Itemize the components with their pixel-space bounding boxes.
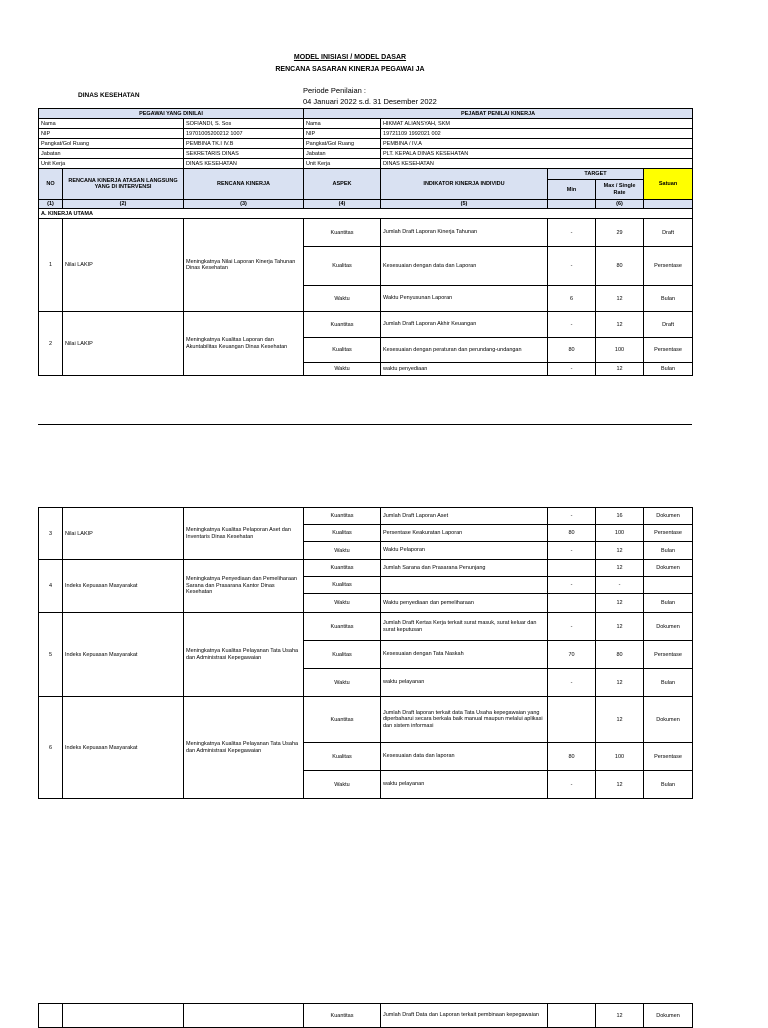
row-satuan: Bulan bbox=[644, 594, 693, 613]
row-satuan: Persentase bbox=[644, 525, 693, 542]
col-rencana-header: RENCANA KINERJA bbox=[184, 169, 304, 200]
pejabat-label: NIP bbox=[304, 129, 381, 139]
pegawai-label: NIP bbox=[39, 129, 184, 139]
row-indikator: Waktu Pelaporan bbox=[381, 542, 548, 560]
row-indikator: Jumlah Draft Laporan Kinerja Tahunan bbox=[381, 219, 548, 247]
row-indikator: waktu pelayanan bbox=[381, 771, 548, 799]
table-row bbox=[39, 508, 693, 525]
pegawai-label: Pangkat/Gol Ruang bbox=[39, 139, 184, 149]
row-aspek: Kuantitas bbox=[304, 508, 381, 525]
item-atasan: Nilai LAKIP bbox=[63, 312, 184, 376]
row-min: - bbox=[548, 312, 596, 338]
row-indikator: Jumlah Draft Data dan Laporan terkait pembinaan kepegawaian bbox=[381, 1004, 548, 1028]
row-min: 80 bbox=[548, 743, 596, 771]
pegawai-value: SOFIANDI, S. Sos bbox=[184, 119, 304, 129]
row-aspek: Kualitas bbox=[304, 577, 381, 594]
pegawai-label: Nama bbox=[39, 119, 184, 129]
table-row bbox=[39, 560, 693, 577]
row-indikator: Jumlah Draft Laporan Aset bbox=[381, 508, 548, 525]
row-max: 100 bbox=[596, 338, 644, 363]
row-indikator: Kesesuaian dengan data dan Laporan bbox=[381, 247, 548, 286]
pegawai-value: SEKRETARIS DINAS bbox=[184, 149, 304, 159]
pejabat-label: Nama bbox=[304, 119, 381, 129]
row-aspek: Waktu bbox=[304, 771, 381, 799]
row-aspek: Waktu bbox=[304, 542, 381, 560]
row-satuan: Dokumen bbox=[644, 560, 693, 577]
col-atasan-header: RENCANA KINERJA ATASAN LANGSUNG YANG DI INTERVENSI bbox=[63, 169, 184, 200]
row-max: 12 bbox=[596, 669, 644, 697]
col-num: (2) bbox=[63, 200, 184, 209]
row-max: 100 bbox=[596, 525, 644, 542]
row-min: - bbox=[548, 247, 596, 286]
col-satuan-header: Satuan bbox=[644, 169, 693, 200]
row-satuan: Persentase bbox=[644, 338, 693, 363]
page-divider bbox=[38, 424, 692, 425]
row-max: 12 bbox=[596, 613, 644, 641]
row-aspek: Kualitas bbox=[304, 247, 381, 286]
col-num: (6) bbox=[596, 200, 644, 209]
row-indikator: waktu pelayanan bbox=[381, 669, 548, 697]
item-rencana: Meningkatnya Nilai Laporan Kinerja Tahunan Dinas Kesehatan bbox=[184, 219, 304, 312]
row-aspek: Kualitas bbox=[304, 338, 381, 363]
row-aspek: Waktu bbox=[304, 363, 381, 376]
col-num: (3) bbox=[184, 200, 304, 209]
row-min: 6 bbox=[548, 286, 596, 312]
row-min: - bbox=[548, 577, 596, 594]
item-no: 3 bbox=[39, 508, 63, 560]
row-max: 12 bbox=[596, 1004, 644, 1028]
item-rencana: Meningkatnya Kualitas Pelaporan Aset dan Inventaris Dinas Kesehatan bbox=[184, 508, 304, 560]
row-max: 12 bbox=[596, 594, 644, 613]
row-satuan: Persentase bbox=[644, 247, 693, 286]
row-min bbox=[548, 697, 596, 743]
skp-table-page1 bbox=[38, 108, 693, 376]
row-min bbox=[548, 594, 596, 613]
row-satuan: Draft bbox=[644, 219, 693, 247]
row-max: 12 bbox=[596, 697, 644, 743]
row-max: 12 bbox=[596, 771, 644, 799]
row-min: - bbox=[548, 363, 596, 376]
row-min: - bbox=[548, 508, 596, 525]
row-aspek: Waktu bbox=[304, 669, 381, 697]
row-indikator: Kesesuaian dengan peraturan dan perundang-undangan bbox=[381, 338, 548, 363]
col-num: (1) bbox=[39, 200, 63, 209]
row-satuan bbox=[644, 577, 693, 594]
row-min: - bbox=[548, 669, 596, 697]
row-aspek: Kuantitas bbox=[304, 312, 381, 338]
item-atasan: Nilai LAKIP bbox=[63, 219, 184, 312]
doc-title-rencana: RENCANA SASARAN KINERJA PEGAWAI JA bbox=[275, 66, 425, 73]
item-no: 1 bbox=[39, 219, 63, 312]
pejabat-value: DINAS KESEHATAN bbox=[381, 159, 693, 169]
row-min: 70 bbox=[548, 641, 596, 669]
item-atasan: Indeks Kepuasan Masyarakat bbox=[63, 560, 184, 613]
row-satuan: Bulan bbox=[644, 669, 693, 697]
col-num-blank bbox=[548, 200, 596, 209]
pejabat-value: HIKMAT ALIANSYAH, SKM bbox=[381, 119, 693, 129]
col-num: (4) bbox=[304, 200, 381, 209]
row-min: 80 bbox=[548, 525, 596, 542]
row-indikator bbox=[381, 577, 548, 594]
item-rencana: Meningkatnya Kualitas Pelayanan Tata Usaha dan Administrasi Kepegawaian bbox=[184, 613, 304, 697]
skp-table-page2 bbox=[38, 507, 693, 799]
pegawai-label: Jabatan bbox=[39, 149, 184, 159]
row-aspek: Kuantitas bbox=[304, 560, 381, 577]
row-satuan: Bulan bbox=[644, 363, 693, 376]
row-satuan: Bulan bbox=[644, 542, 693, 560]
row-aspek: Kualitas bbox=[304, 641, 381, 669]
item-no: 6 bbox=[39, 697, 63, 799]
item-atasan: Nilai LAKIP bbox=[63, 508, 184, 560]
row-indikator: Jumlah Draft laporan terkait data Tata Usaha kepegawaian yang diperbaharui secara berkala baik manual maupun melalui aplikasi dan sistem informasi bbox=[381, 697, 548, 743]
row-max: 29 bbox=[596, 219, 644, 247]
row-aspek: Waktu bbox=[304, 594, 381, 613]
row-max: 12 bbox=[596, 363, 644, 376]
row-aspek: Kualitas bbox=[304, 525, 381, 542]
row-satuan: Dokumen bbox=[644, 508, 693, 525]
col-max-header: Max / Single Rate bbox=[596, 180, 644, 200]
row-aspek: Kuantitas bbox=[304, 613, 381, 641]
row-aspek: Kualitas bbox=[304, 743, 381, 771]
row-min: - bbox=[548, 219, 596, 247]
item-no: 4 bbox=[39, 560, 63, 613]
row-aspek: Kuantitas bbox=[304, 1004, 381, 1028]
pegawai-header: PEGAWAI YANG DINILAI bbox=[39, 109, 304, 119]
row-indikator: Persentase Keakuratan Laporan bbox=[381, 525, 548, 542]
row-satuan: Dokumen bbox=[644, 697, 693, 743]
dinas-label: DINAS KESEHATAN bbox=[78, 92, 140, 99]
col-indikator-header: INDIKATOR KINERJA INDIVIDU bbox=[381, 169, 548, 200]
skp-table-page3 bbox=[38, 1003, 693, 1028]
table-row bbox=[39, 312, 693, 338]
item-rencana: Meningkatnya Kualitas Laporan dan Akuntabilitas Keuangan Dinas Kesehatan bbox=[184, 312, 304, 376]
row-min bbox=[548, 560, 596, 577]
pegawai-value: DINAS KESEHATAN bbox=[184, 159, 304, 169]
row-satuan: Persentase bbox=[644, 743, 693, 771]
table-row bbox=[39, 219, 693, 247]
row-satuan: Draft bbox=[644, 312, 693, 338]
row-indikator: Kesesuaian dengan Tata Naskah bbox=[381, 641, 548, 669]
row-satuan: Bulan bbox=[644, 771, 693, 799]
row-min: - bbox=[548, 542, 596, 560]
row-indikator: Jumlah Draft Laporan Akhir Keuangan bbox=[381, 312, 548, 338]
pejabat-label: Jabatan bbox=[304, 149, 381, 159]
row-min: - bbox=[548, 771, 596, 799]
row-aspek: Kuantitas bbox=[304, 697, 381, 743]
row-max: 12 bbox=[596, 560, 644, 577]
pejabat-value: 19721109 1992021 002 bbox=[381, 129, 693, 139]
row-satuan: Bulan bbox=[644, 286, 693, 312]
periode-label: Periode Penilaian : bbox=[303, 86, 366, 95]
pegawai-value: PEMBINA TK.I IV.B bbox=[184, 139, 304, 149]
row-indikator: Jumlah Sarana dan Prasarana Penunjang bbox=[381, 560, 548, 577]
row-max: 12 bbox=[596, 286, 644, 312]
row-aspek: Waktu bbox=[304, 286, 381, 312]
row-indikator: waktu penyediaan bbox=[381, 363, 548, 376]
row-satuan: Dokumen bbox=[644, 613, 693, 641]
row-max: 80 bbox=[596, 247, 644, 286]
row-indikator: Waktu penyediaan dan pemeliharaan bbox=[381, 594, 548, 613]
table-row bbox=[39, 697, 693, 743]
row-satuan: Persentase bbox=[644, 641, 693, 669]
table-row bbox=[39, 613, 693, 641]
item-no: 5 bbox=[39, 613, 63, 697]
row-indikator: Waktu Penyusunan Laporan bbox=[381, 286, 548, 312]
row-min: - bbox=[548, 613, 596, 641]
row-indikator: Kesesuaian data dan laporan bbox=[381, 743, 548, 771]
col-aspek-header: ASPEK bbox=[304, 169, 381, 200]
col-no-header: NO bbox=[39, 169, 63, 200]
row-max: 100 bbox=[596, 743, 644, 771]
pejabat-value: PLT. KEPALA DINAS KESEHATAN bbox=[381, 149, 693, 159]
col-num-blank bbox=[644, 200, 693, 209]
pegawai-value: 19701005200212 1007 bbox=[184, 129, 304, 139]
col-target-header: TARGET bbox=[548, 169, 644, 180]
row-indikator: Jumlah Draft Kertas Kerja terkait surat masuk, surat keluar dan surat keputusan bbox=[381, 613, 548, 641]
section-kinerja-utama: A. KINERJA UTAMA bbox=[39, 209, 693, 219]
pejabat-value: PEMBINA / IV.A bbox=[381, 139, 693, 149]
item-rencana: Meningkatnya Kualitas Pelayanan Tata Usaha dan Administrasi Kepegawaian bbox=[184, 697, 304, 799]
row-max: 12 bbox=[596, 312, 644, 338]
row-max: 80 bbox=[596, 641, 644, 669]
item-rencana: Meningkatnya Penyediaan dan Pemeliharaan Sarana dan Prasarana Kantor Dinas Kesehatan bbox=[184, 560, 304, 613]
pegawai-label: Unit Kerja bbox=[39, 159, 184, 169]
periode-value: 04 Januari 2022 s.d. 31 Desember 2022 bbox=[303, 97, 437, 106]
item-atasan: Indeks Kepuasan Masyarakat bbox=[63, 697, 184, 799]
row-max: - bbox=[596, 577, 644, 594]
row-max: 12 bbox=[596, 542, 644, 560]
pejabat-header: PEJABAT PENILAI KINERJA bbox=[304, 109, 693, 119]
row-max: 16 bbox=[596, 508, 644, 525]
pejabat-label: Pangkat/Gol Ruang bbox=[304, 139, 381, 149]
item-no: 2 bbox=[39, 312, 63, 376]
col-min-header: Min bbox=[548, 180, 596, 200]
col-num: (5) bbox=[381, 200, 548, 209]
row-aspek: Kuantitas bbox=[304, 219, 381, 247]
pejabat-label: Unit Kerja bbox=[304, 159, 381, 169]
doc-title-model: MODEL INISIASI / MODEL DASAR bbox=[293, 54, 407, 61]
row-satuan: Dokumen bbox=[644, 1004, 693, 1028]
row-min: 80 bbox=[548, 338, 596, 363]
item-atasan: Indeks Kepuasan Masyarakat bbox=[63, 613, 184, 697]
